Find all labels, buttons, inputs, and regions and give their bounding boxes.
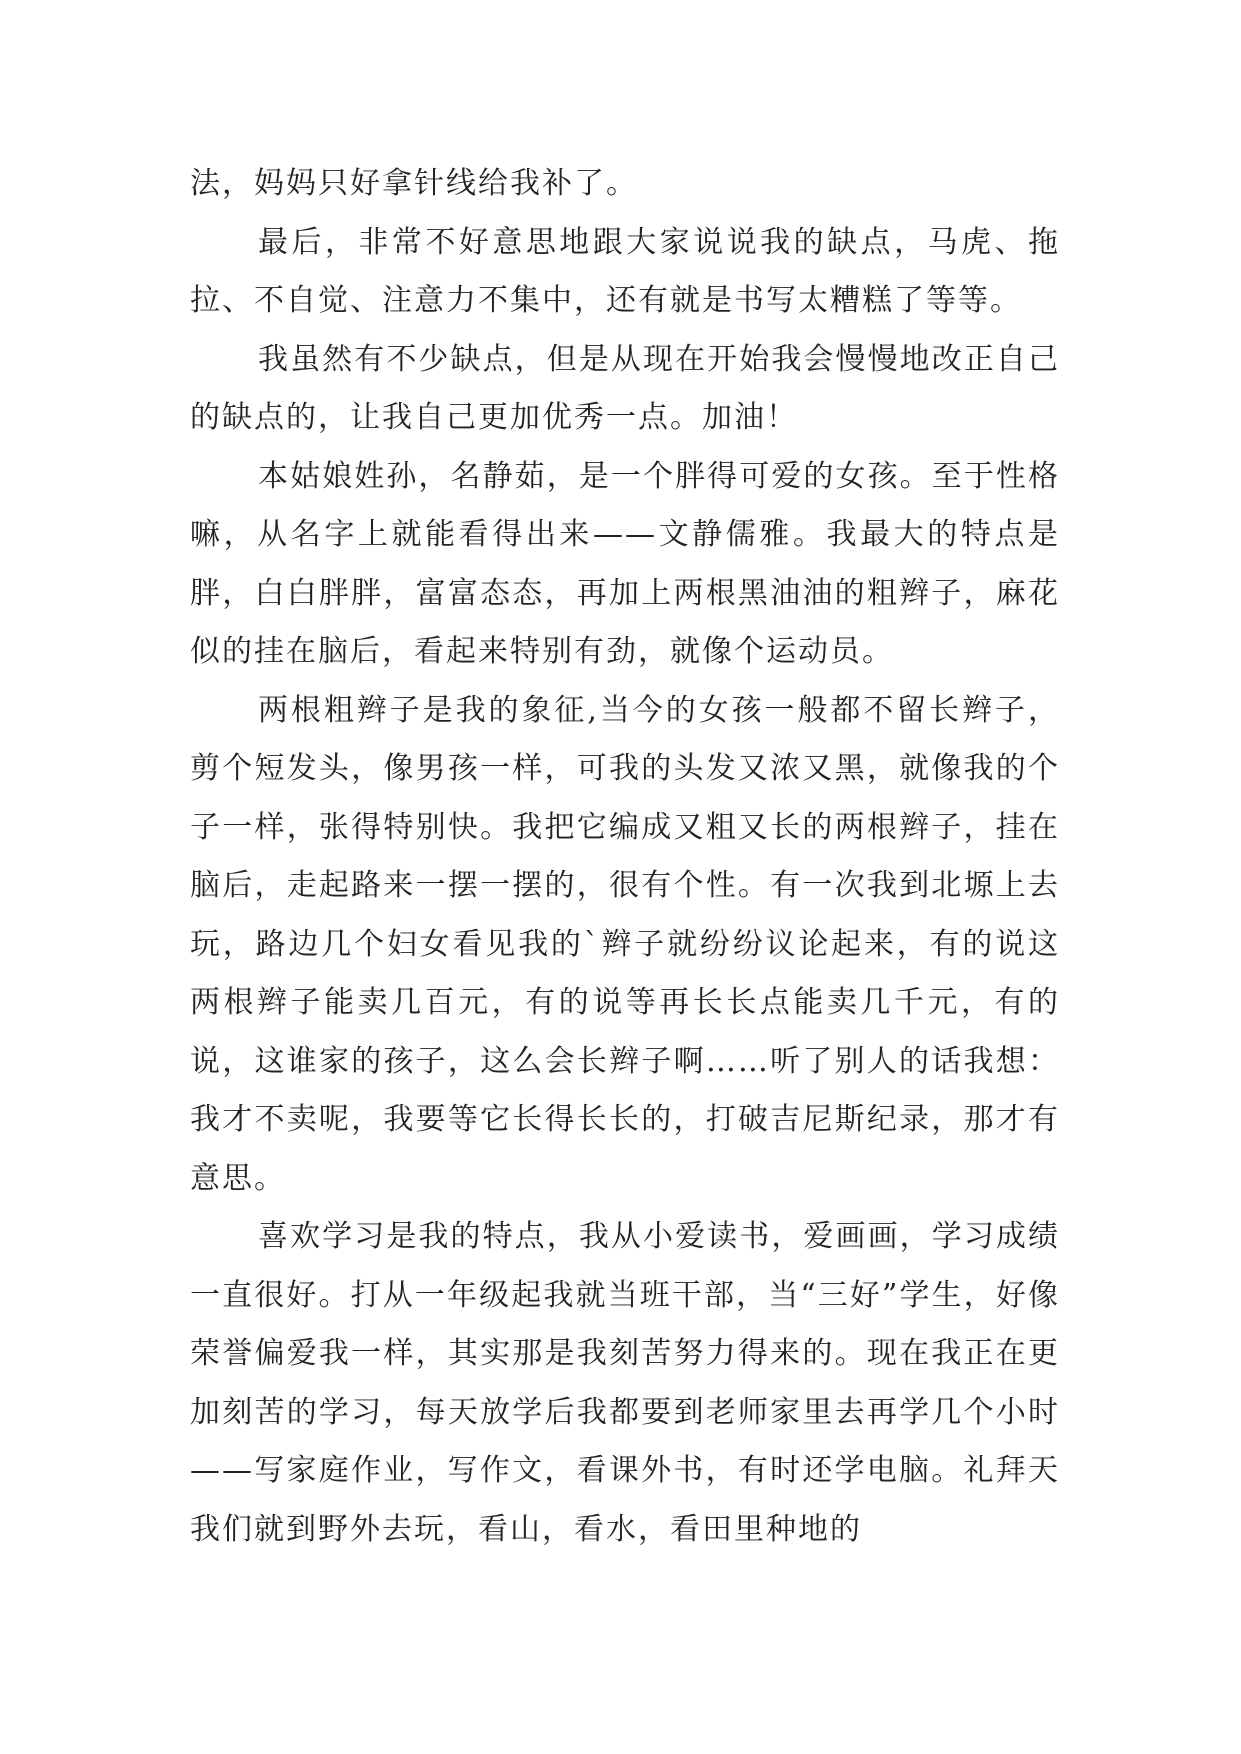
- paragraph-2: 最后，非常不好意思地跟大家说说我的缺点，马虎、拖拉、不自觉、注意力不集中，还有就是书写太糟糕了等等。: [190, 224, 1060, 318]
- paragraph-6: 喜欢学习是我的特点，我从小爱读书，爱画画，学习成绩一直很好。打从一年级起我就当班干部，当“三好”学生，好像荣誉偏爱我一样，其实那是我刻苦努力得来的。现在我正在更加刻苦的学习，每天放学后我都要到老师家里去再学几个小时——写家庭作业，写作文，看课外书，有时还学电脑。礼拜天我们就到野外去玩，看山，看水，看田里种地的: [190, 1219, 1060, 1547]
- paragraph-4: 本姑娘姓孙，名静茹，是一个胖得可爱的女孩。至于性格嘛，从名字上就能看得出来——文静儒雅。我最大的特点是胖，白白胖胖，富富态态，再加上两根黑油油的粗辫子，麻花似的挂在脑后，看起来特别有劲，就像个运动员。: [190, 458, 1060, 669]
- paragraph-1: 法，妈妈只好拿针线给我补了。: [190, 166, 638, 201]
- document-page: [190, 155, 1060, 1559]
- paragraph-3: 我虽然有不少缺点，但是从现在开始我会慢慢地改正自己的缺点的，让我自己更加优秀一点。加油！: [190, 341, 1060, 435]
- paragraph-5: 两根粗辫子是我的象征,当今的女孩一般都不留长辫子，剪个短发头，像男孩一样，可我的头发又浓又黑，就像我的个子一样，张得特别快。我把它编成又粗又长的两根辫子，挂在脑后，走起路来一摆一摆的，很有个性。有一次我到北塬上去玩，路边几个妇女看见我的`辫子就纷纷议论起来，有的说这两根辫子能卖几百元，有的说等再长长点能卖几千元，有的说，这谁家的孩子，这么会长辫子啊……听了别人的话我想：我才不卖呢，我要等它长得长长的，打破吉尼斯纪录，那才有意思。: [190, 692, 1060, 1196]
